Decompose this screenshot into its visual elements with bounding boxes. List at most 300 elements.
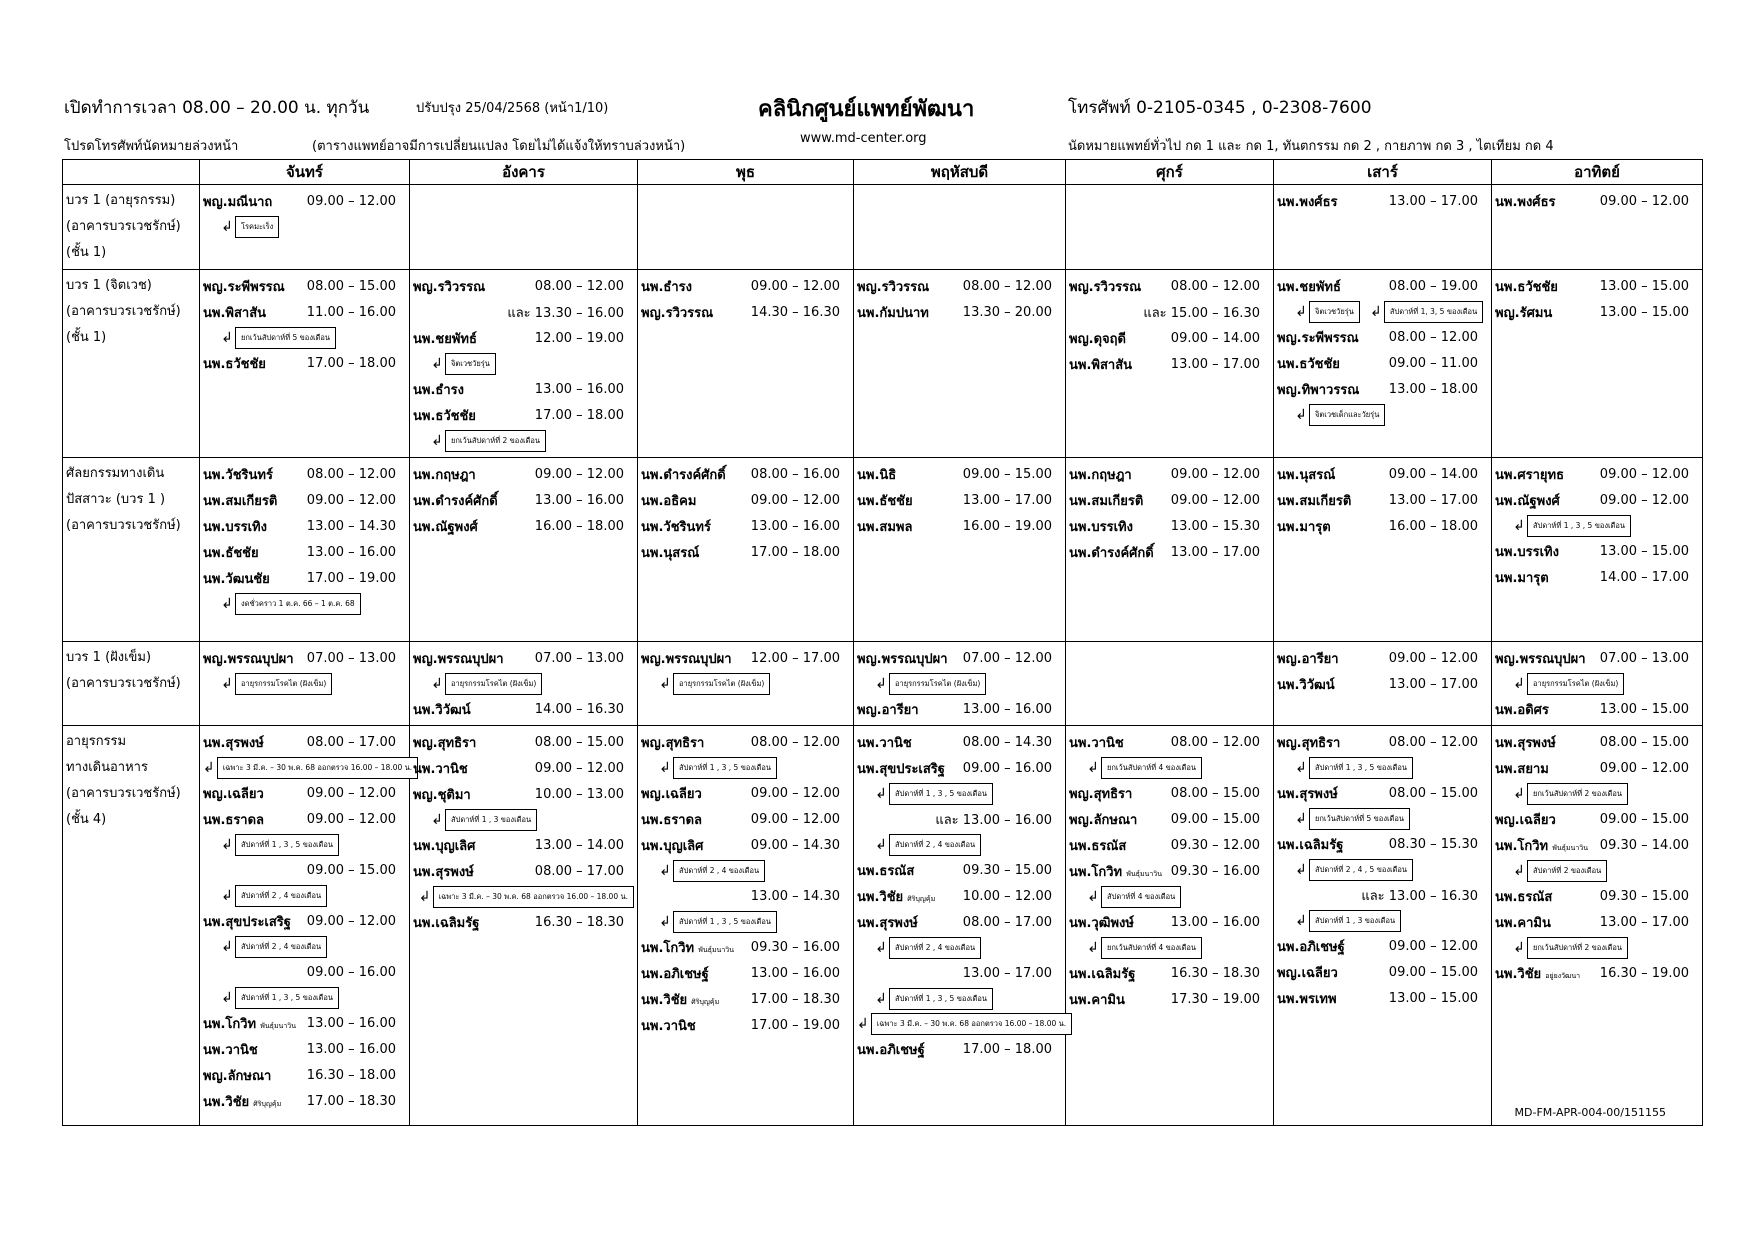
doctor-entry (641, 780, 850, 806)
doctor-name: นพ.สมพล (857, 519, 913, 535)
doctor-entry (641, 461, 850, 487)
doctor-name: นพ.สมเกียรติ (203, 493, 278, 509)
doctor-name: นพ.มารุต (1277, 519, 1331, 535)
doctor-entry (1069, 513, 1270, 539)
schedule-cell (200, 642, 410, 726)
time-range: 08.00 – 17.00 (306, 734, 396, 750)
doctor-schedule-table (62, 159, 1703, 1126)
doctor-name: นพ.พิสาสัน (1069, 357, 1133, 373)
updated-date: ปรับปรุง 25/04/2568 (หน้า1/10) (416, 101, 609, 116)
arrow-pointer-icon: ↲ (1513, 939, 1525, 956)
schedule-cell (1492, 185, 1703, 270)
doctor-entry (1069, 351, 1270, 377)
doctor-entry (857, 806, 1062, 832)
doctor-name: นพ.บรรเทิง (1069, 519, 1133, 535)
website-link[interactable]: www.md-center.org (800, 131, 927, 146)
time-range: 09.00 – 12.00 (1170, 466, 1260, 482)
arrow-pointer-icon: ↲ (221, 329, 233, 346)
time-range: 08.00 – 12.00 (1170, 734, 1260, 750)
time-range: 17.00 – 18.00 (534, 407, 624, 423)
note-box: ยกเว้นสัปดาห์ที่ 5 ของเดือน (235, 327, 336, 349)
doctor-entry (1495, 832, 1699, 858)
time-range: 13.00 – 15.00 (1599, 543, 1689, 559)
doctor-name: นพ.อภิเชษฐ์ (641, 966, 709, 982)
doctor-entry (413, 755, 634, 781)
doctor-name: นพ.ธำรง (641, 279, 692, 295)
department-name: บวร 1 (อายุรกรรม) (อาคารบวรเวชรักษ์) (ชั้น 1) (63, 185, 200, 270)
time-range: และ 13.00 – 16.00 (935, 812, 1052, 828)
doctor-name: นพ.นิธิ (857, 467, 897, 483)
doctor-entry (413, 376, 634, 402)
schedule-cell (1066, 185, 1274, 270)
doctor-entry (203, 513, 406, 539)
note-box: สัปดาห์ที่ 4 ของเดือน (1101, 886, 1181, 908)
doctor-name: นพ.เฉลิมรัฐ (1069, 966, 1136, 982)
doctor-name: พญ.รวิวรรณ (413, 279, 486, 295)
schedule-note (1277, 402, 1488, 427)
time-range: 16.30 – 18.30 (534, 914, 624, 930)
doctor-entry (857, 513, 1062, 539)
note-box: ยกเว้นสัปดาห์ที่ 2 ของเดือน (1527, 783, 1628, 805)
doctor-name: นพ.วัชรินทร์ (641, 519, 711, 535)
doctor-entry (641, 986, 850, 1012)
doctor-name: พญ.พรรณบุปผา (641, 651, 732, 667)
doctor-name: นพ.โกวิท (1495, 838, 1549, 854)
schedule-note (1069, 884, 1270, 909)
time-range: 13.00 – 17.00 (962, 492, 1052, 508)
doctor-name: นพ.อดิศร (1495, 702, 1549, 718)
doctor-entry (1495, 909, 1699, 935)
doctor-name: พญ.ทิพาวรรณ (1277, 382, 1360, 398)
doctor-entry (1495, 538, 1699, 564)
schedule-cell (854, 726, 1066, 1126)
doctor-entry (1069, 780, 1270, 806)
corner-cell (63, 160, 200, 185)
doctor-name: นพ.ธวัชชัย (1495, 279, 1558, 295)
doctor-entry (1495, 729, 1699, 755)
schedule-cell (638, 642, 854, 726)
doctor-name: นพ.กฤษฎา (1069, 467, 1132, 483)
time-range: และ 13.30 – 16.00 (507, 305, 624, 321)
doctor-name: นพ.ธวัชชัย (203, 356, 266, 372)
time-range: 08.00 – 19.00 (1388, 278, 1478, 294)
schedule-cell (200, 458, 410, 642)
schedule-cell (410, 726, 638, 1126)
time-range: 08.00 – 15.00 (534, 734, 624, 750)
doctor-entry (1277, 831, 1488, 857)
time-range: 09.00 – 12.00 (534, 466, 624, 482)
schedule-note (1277, 857, 1488, 882)
note-box: สัปดาห์ที่ 1 , 3 , 5 ของเดือน (235, 987, 339, 1009)
doctor-entry (413, 402, 634, 428)
doctor-entry (203, 959, 406, 985)
time-range: 16.00 – 18.00 (534, 518, 624, 534)
note-box: สัปดาห์ที่ 1 , 3 , 5 ของเดือน (1309, 757, 1413, 779)
schedule-note (641, 909, 850, 934)
doctor-entry (857, 755, 1062, 781)
doctor-entry (1277, 882, 1488, 908)
arrow-pointer-icon: ↲ (418, 888, 431, 905)
doctor-entry (641, 645, 850, 671)
doctor-entry (1277, 959, 1488, 985)
doctor-entry (1495, 461, 1699, 487)
time-range: 13.00 – 15.00 (1599, 304, 1689, 320)
opening-hours: เปิดทำการเวลา 08.00 – 20.00 น. ทุกวัน (64, 98, 370, 118)
time-range: 09.30 – 15.00 (962, 862, 1052, 878)
schedule-note (857, 781, 1062, 806)
time-range: 07.00 – 12.00 (962, 650, 1052, 666)
department-row (63, 185, 1703, 270)
time-range: 09.00 – 15.00 (306, 862, 396, 878)
doctor-entry (203, 350, 406, 376)
doctor-name: พญ.สุทธิรา (413, 735, 477, 751)
doctor-name: นพ.สุขประเสริฐ (203, 914, 291, 930)
time-range: 09.00 – 12.00 (750, 278, 840, 294)
arrow-pointer-icon: ↲ (221, 938, 233, 955)
schedule-note (1495, 858, 1699, 883)
schedule-cell (410, 270, 638, 458)
schedule-cell (1066, 726, 1274, 1126)
department-name: บวร 1 (ฝังเข็ม) (อาคารบวรเวชรักษ์) (63, 642, 200, 726)
schedule-note (203, 832, 406, 857)
time-range: 14.30 – 16.30 (750, 304, 840, 320)
schedule-note (1069, 755, 1270, 780)
schedule-cell (1066, 270, 1274, 458)
note-box: สัปดาห์ที่ 2 , 4 ของเดือน (673, 860, 765, 882)
doctor-entry (413, 729, 634, 755)
doctor-entry (641, 960, 850, 986)
time-range: 17.30 – 19.00 (1170, 991, 1260, 1007)
doctor-entry (1277, 487, 1488, 513)
time-range: 09.00 – 12.00 (1388, 650, 1478, 666)
schedule-cell (200, 270, 410, 458)
department-row (63, 726, 1703, 1126)
doctor-name: นพ.ธรณัส (1495, 889, 1553, 905)
doctor-surname: ศิริบุญคุ้ม (691, 997, 720, 1006)
note-box: สัปดาห์ที่ 2 , 4 ของเดือน (889, 834, 981, 856)
doctor-name: พญ.สุทธิรา (1069, 786, 1133, 802)
department-name: บวร 1 (จิตเวช) (อาคารบวรเวชรักษ์) (ชั้น 1) (63, 270, 200, 458)
arrow-pointer-icon: ↲ (875, 675, 887, 692)
doctor-name: นพ.พงศ์ธร (1495, 194, 1556, 210)
department-row (63, 642, 1703, 726)
phone-extensions: นัดหมายแพทย์ทั่วไป กด 1 และ กด 1, ทันตกรรม กด 2 , กายภาพ กด 3 , ไตเทียม กด 4 (1068, 139, 1554, 154)
time-range: 09.00 – 12.00 (1599, 492, 1689, 508)
schedule-cell (410, 185, 638, 270)
schedule-note (413, 351, 634, 376)
doctor-entry (413, 781, 634, 807)
schedule-cell (410, 642, 638, 726)
doctor-name: พญ.พรรณบุปผา (1495, 651, 1586, 667)
arrow-pointer-icon: ↲ (1295, 912, 1307, 929)
day-header: พุธ (638, 160, 854, 185)
doctor-entry (1495, 883, 1699, 909)
schedule-disclaimer: (ตารางแพทย์อาจมีการเปลี่ยนแปลง โดยไม่ได้แจ้งให้ทราบล่วงหน้า) (312, 139, 686, 154)
time-range: 09.00 – 16.00 (962, 760, 1052, 776)
doctor-entry (1277, 933, 1488, 959)
time-range: 13.00 – 14.30 (750, 888, 840, 904)
doctor-name: พญ.รัศมน (1495, 305, 1553, 321)
doctor-surname: พันธุ์มนาวิน (698, 945, 734, 954)
schedule-cell (854, 185, 1066, 270)
doctor-name: นพ.ดำรงค์ศักดิ์ (641, 467, 726, 483)
doctor-entry (203, 299, 406, 325)
time-range: 13.00 – 17.00 (1388, 193, 1478, 209)
doctor-name: นพ.วัชรินทร์ (203, 467, 273, 483)
doctor-name: นพ.บุญเลิศ (413, 838, 476, 854)
time-range: 16.30 – 18.00 (306, 1067, 396, 1083)
arrow-pointer-icon: ↲ (1295, 303, 1307, 320)
doctor-entry (203, 1088, 406, 1114)
doctor-name: นพ.นุสรณ์ (1277, 467, 1336, 483)
doctor-entry (203, 645, 406, 671)
doctor-name: พญ.พรรณบุปผา (413, 651, 504, 667)
doctor-name: นพ.สมเกียรติ (1069, 493, 1144, 509)
doctor-entry (857, 960, 1062, 986)
time-range: 08.00 – 15.00 (1170, 785, 1260, 801)
doctor-name: นพ.ธราดล (203, 812, 265, 828)
time-range: 12.00 – 19.00 (534, 330, 624, 346)
schedule-note (1277, 908, 1488, 933)
doctor-name: นพ.คามิน (1495, 915, 1551, 931)
doctor-name: นพ.ณัฐพงศ์ (413, 519, 478, 535)
schedule-note (203, 755, 413, 780)
time-range: 13.00 – 16.00 (534, 381, 624, 397)
doctor-entry (1277, 671, 1488, 697)
time-range: 09.00 – 15.00 (962, 466, 1052, 482)
booking-notice: โปรดโทรศัพท์นัดหมายล่วงหน้า (64, 139, 239, 154)
doctor-name: พญ.เฉลียว (1277, 965, 1338, 981)
schedule-note (641, 858, 850, 883)
schedule-note (203, 591, 406, 616)
doctor-name: พญ.เฉลียว (1495, 812, 1556, 828)
time-range: 09.00 – 12.00 (1170, 492, 1260, 508)
schedule-cell (1274, 726, 1492, 1126)
doctor-name: นพ.สุรพงษ์ (1277, 786, 1338, 802)
time-range: 13.00 – 15.00 (1599, 701, 1689, 717)
doctor-entry (857, 883, 1062, 909)
schedule-note (203, 214, 406, 239)
schedule-cell (200, 726, 413, 1126)
time-range: 09.00 – 12.00 (1388, 938, 1478, 954)
time-range: 09.00 – 12.00 (534, 760, 624, 776)
time-range: 13.30 – 20.00 (962, 304, 1052, 320)
doctor-entry (1495, 564, 1699, 590)
time-range: 09.30 – 14.00 (1599, 837, 1689, 853)
note-box: ยกเว้นสัปดาห์ที่ 2 ของเดือน (1527, 937, 1628, 959)
schedule-cell (854, 270, 1066, 458)
doctor-entry (1495, 806, 1699, 832)
arrow-pointer-icon: ↲ (659, 862, 671, 879)
document-code: MD-FM-APR-004-00/151155 (1514, 1106, 1666, 1119)
day-header: พฤหัสบดี (854, 160, 1066, 185)
doctor-entry (1069, 539, 1270, 565)
doctor-name: นพ.กฤษฎา (413, 467, 476, 483)
doctor-surname: พันธุ์มนาวิน (1552, 843, 1588, 852)
note-box: สัปดาห์ที่ 1 , 3 , 5 ของเดือน (673, 911, 777, 933)
arrow-pointer-icon: ↲ (221, 836, 233, 853)
doctor-entry (203, 780, 406, 806)
doctor-name: นพ.โกวิท (203, 1016, 257, 1032)
time-range: 08.00 – 12.00 (1170, 278, 1260, 294)
note-box: อายุรกรรมโรคไต (ฝังเข็ม) (1527, 673, 1624, 695)
time-range: และ 15.00 – 16.30 (1143, 305, 1260, 321)
time-range: 13.00 – 16.00 (750, 965, 840, 981)
doctor-entry (413, 461, 634, 487)
doctor-name: นพ.วิชัย (641, 992, 688, 1008)
note-box: สัปดาห์ที่ 1 , 3 , 5 ของเดือน (889, 783, 993, 805)
time-range: 12.00 – 17.00 (750, 650, 840, 666)
note-box: สัปดาห์ที่ 1 , 3 , 5 ของเดือน (889, 988, 993, 1010)
time-range: 13.00 – 14.30 (306, 518, 396, 534)
time-range: 08.00 – 14.30 (962, 734, 1052, 750)
doctor-name: นพ.คามิน (1069, 992, 1125, 1008)
time-range: 13.00 – 16.00 (306, 1015, 396, 1031)
time-range: 13.00 – 17.00 (1599, 914, 1689, 930)
time-range: 16.30 – 18.30 (1170, 965, 1260, 981)
page-title: คลินิกศูนย์แพทย์พัฒนา (758, 97, 975, 122)
doctor-entry (857, 487, 1062, 513)
note-box: อายุรกรรมโรคไต (ฝังเข็ม) (235, 673, 332, 695)
time-range: 13.00 – 15.00 (1388, 990, 1478, 1006)
time-range: 13.00 – 17.00 (1170, 544, 1260, 560)
arrow-pointer-icon: ↲ (659, 913, 671, 930)
arrow-pointer-icon: ↲ (221, 989, 233, 1006)
doctor-surname: อยู่ยงวัฒนา (1545, 971, 1581, 980)
schedule-note (857, 935, 1062, 960)
doctor-entry (857, 729, 1062, 755)
schedule-note (413, 807, 634, 832)
department-name: ศัลยกรรมทางเดิน ปัสสาวะ (บวร 1 ) (อาคารบวรเวชรักษ์) (63, 458, 200, 642)
time-range: 17.00 – 19.00 (750, 1017, 840, 1033)
time-range: 09.30 – 12.00 (1170, 837, 1260, 853)
schedule-cell (854, 458, 1066, 642)
doctor-entry (1495, 487, 1699, 513)
time-range: 13.00 – 16.00 (534, 492, 624, 508)
doctor-name: นพ.พรเทพ (1277, 991, 1337, 1007)
time-range: 09.00 – 12.00 (750, 785, 840, 801)
doctor-entry (413, 513, 634, 539)
day-header: จันทร์ (200, 160, 410, 185)
doctor-entry (1277, 985, 1488, 1011)
doctor-entry (1495, 960, 1699, 986)
doctor-name: นพ.นุสรณ์ (641, 545, 700, 561)
note-box: สัปดาห์ที่ 1, 3, 5 ของเดือน (1384, 301, 1483, 323)
doctor-entry (1069, 832, 1270, 858)
doctor-entry (1277, 273, 1488, 299)
time-range: 14.00 – 16.30 (534, 701, 624, 717)
note-box: ยกเว้นสัปดาห์ที่ 2 ของเดือน (445, 430, 546, 452)
time-range: 13.00 – 17.00 (962, 965, 1052, 981)
time-range: 09.00 – 16.00 (306, 964, 396, 980)
arrow-pointer-icon: ↲ (221, 218, 233, 235)
time-range: 17.00 – 18.00 (306, 355, 396, 371)
time-range: 17.00 – 18.30 (306, 1093, 396, 1109)
note-box: เฉพาะ 3 มี.ค. – 30 พ.ค. 68 ออกตรวจ 16.00 – 18.00 น. (871, 1013, 1072, 1035)
doctor-name: นพ.ศรายุทธ (1495, 467, 1565, 483)
arrow-pointer-icon: ↲ (1295, 759, 1307, 776)
doctor-entry (1495, 645, 1699, 671)
doctor-name: นพ.วานิช (1069, 735, 1124, 751)
doctor-name: นพ.สุรพงษ์ (203, 735, 264, 751)
time-range: 08.30 – 15.30 (1388, 836, 1478, 852)
schedule-note (1495, 671, 1699, 696)
arrow-pointer-icon: ↲ (1513, 675, 1525, 692)
note-box: อายุรกรรมโรคไต (ฝังเข็ม) (673, 673, 770, 695)
schedule-cell (1492, 642, 1703, 726)
time-range: 09.00 – 14.30 (750, 837, 840, 853)
doctor-entry (203, 487, 406, 513)
doctor-entry (1069, 325, 1270, 351)
doctor-name: นพ.วานิช (641, 1018, 696, 1034)
doctor-name: พญ.ระพีพรรณ (1277, 330, 1359, 346)
doctor-name: นพ.ธัชชัย (203, 545, 259, 561)
doctor-name: นพ.ธัชชัย (857, 493, 913, 509)
department-row (63, 270, 1703, 458)
schedule-cell (638, 458, 854, 642)
note-box: เฉพาะ 3 มี.ค. – 30 พ.ค. 68 ออกตรวจ 16.00 – 18.00 น. (433, 886, 634, 908)
schedule-note (641, 671, 850, 696)
doctor-name: นพ.อธิคม (641, 493, 697, 509)
doctor-name: พญ.ดุจฤดี (1069, 331, 1126, 347)
schedule-cell (1066, 642, 1274, 726)
time-range: 09.00 – 15.00 (1599, 811, 1689, 827)
doctor-entry (641, 729, 850, 755)
schedule-note (641, 755, 850, 780)
department-row (63, 458, 1703, 642)
arrow-pointer-icon: ↲ (1295, 810, 1307, 827)
arrow-pointer-icon: ↲ (1370, 303, 1382, 320)
time-range: 08.00 – 12.00 (1388, 734, 1478, 750)
doctor-name: นพ.อภิเชษฐ์ (857, 1042, 925, 1058)
note-box: จิตเวชวัยรุ่น (1309, 301, 1360, 323)
note-box: งดชั่วคราว 1 ต.ค. 66 – 1 ต.ค. 68 (235, 593, 361, 615)
doctor-entry (641, 539, 850, 565)
doctor-entry (203, 908, 406, 934)
doctor-entry (203, 539, 406, 565)
time-range: 09.00 – 12.00 (306, 492, 396, 508)
doctor-entry (641, 299, 850, 325)
doctor-entry (203, 188, 406, 214)
doctor-entry (1069, 986, 1270, 1012)
time-range: 08.00 – 15.00 (1388, 785, 1478, 801)
doctor-entry (641, 934, 850, 960)
time-range: 09.00 – 12.00 (306, 811, 396, 827)
time-range: 09.00 – 15.00 (1388, 964, 1478, 980)
doctor-entry (413, 696, 634, 722)
doctor-entry (1069, 299, 1270, 325)
doctor-name: นพ.วิวัฒน์ (1277, 677, 1335, 693)
doctor-entry (1277, 376, 1488, 402)
arrow-pointer-icon: ↲ (875, 990, 887, 1007)
arrow-pointer-icon: ↲ (203, 759, 215, 776)
doctor-entry (1495, 188, 1699, 214)
note-box: สัปดาห์ที่ 1 , 3 , 5 ของเดือน (1527, 515, 1631, 537)
doctor-entry (1277, 350, 1488, 376)
doctor-entry (1495, 755, 1699, 781)
schedule-note (413, 884, 634, 909)
doctor-entry (1069, 858, 1270, 884)
schedule-note (1069, 935, 1270, 960)
doctor-entry (641, 883, 850, 909)
schedule-note (413, 671, 634, 696)
doctor-name: นพ.สุรพงษ์ (1495, 735, 1556, 751)
time-range: 09.30 – 16.00 (750, 939, 840, 955)
time-range: 10.00 – 13.00 (534, 786, 624, 802)
arrow-pointer-icon: ↲ (431, 675, 443, 692)
doctor-entry (641, 832, 850, 858)
time-range: 13.00 – 17.00 (1388, 676, 1478, 692)
